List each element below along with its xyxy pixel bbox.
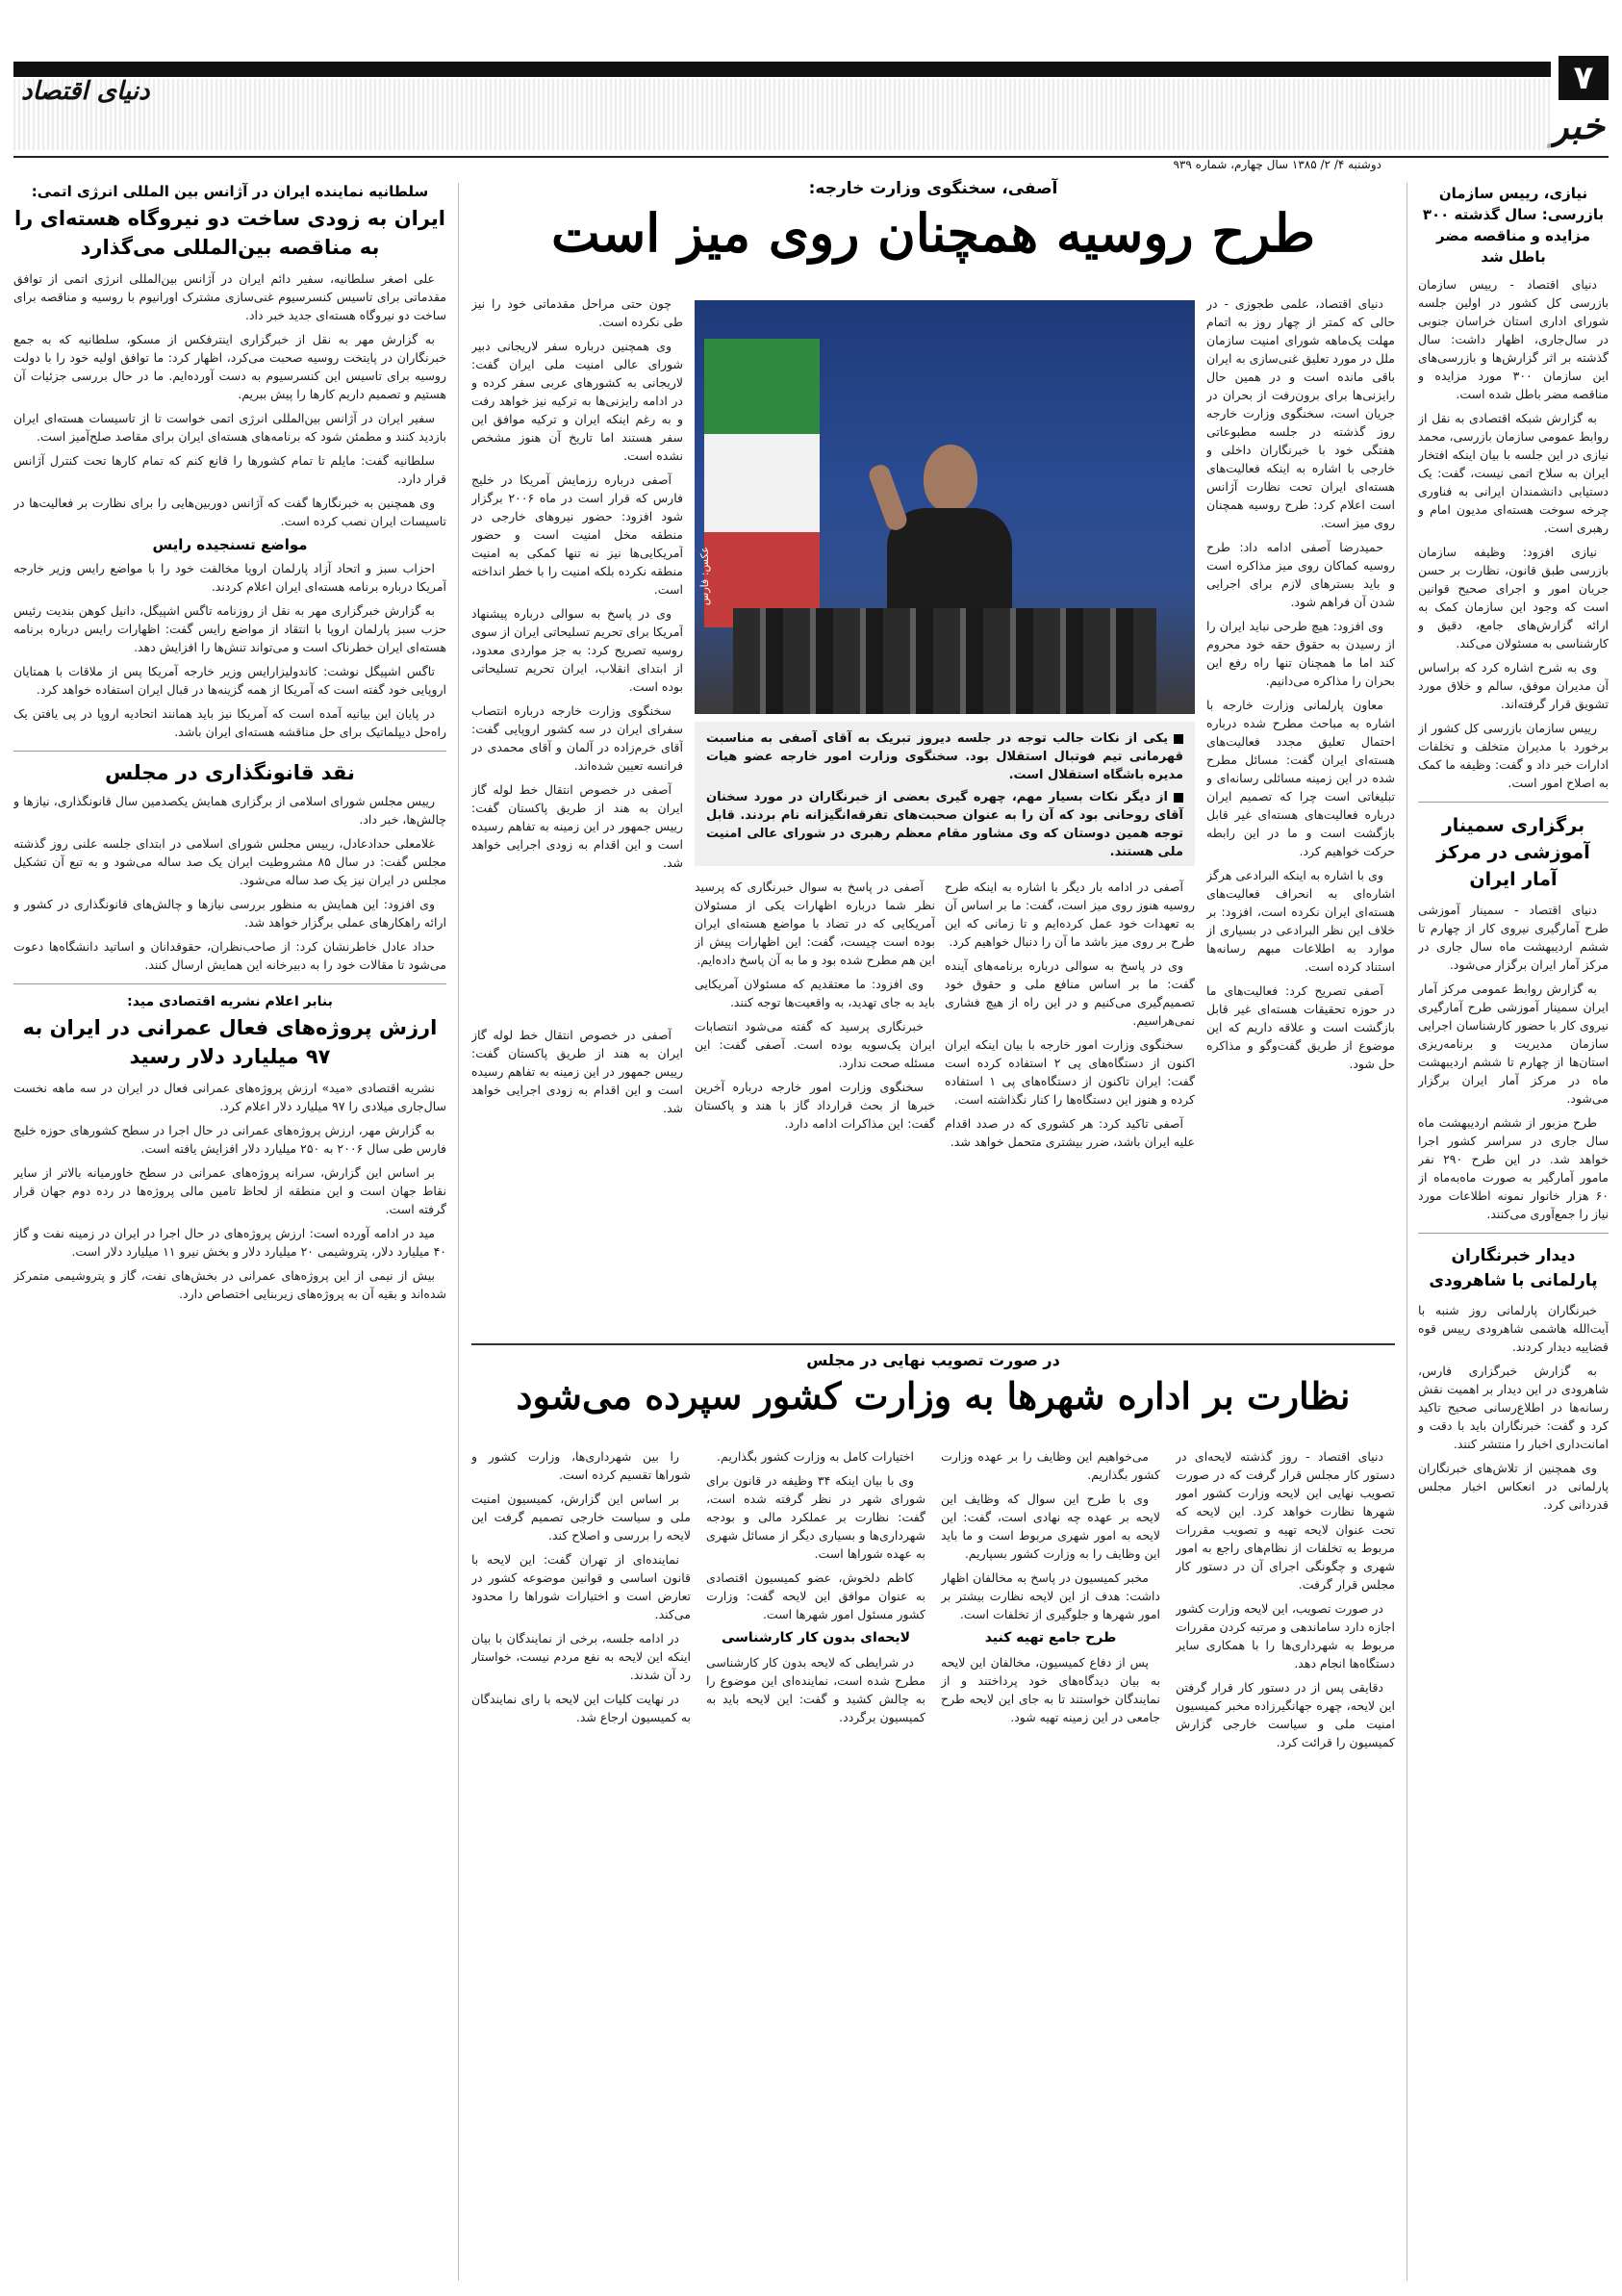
bottom-col-3: اختیارات کامل به وزارت کشور بگذاریم. وی با بیان اینکه ۳۴ وظیفه در قانون برای شورای شهر در نظر گرفته شده است، گفت: نظارت بر عملکرد مالی و بودجه شهرداری‌ها و بسیاری دیگر از مسائل شهری به عهده شوراها است. کاظم دلخوش، عضو کمیسیون اقتصادی به عنوان موافق این لایحه گفت: وزارت کشور مسئول امور شهرها است. لایحه‌ای بدون کار کارشناسی در شرایطی که لایحه بدون کار کارشناسی مطرح شده است، نماینده‌ای این موضوع را به چالش کشید و گفت: این لایحه باید به کمیسیون برگردد. xyxy=(706,1449,925,1724)
article-legislation-title: نقد قانونگذاری در مجلس xyxy=(105,761,355,784)
article-iaea-title: ایران به زودی ساخت دو نیروگاه هسته‌ای را به مناقصه بین‌المللی می‌گذارد xyxy=(13,207,445,259)
microphones xyxy=(733,608,1156,714)
lead-col-c: آصفی در پاسخ به سوال خبرنگاری که پرسید نظر شما درباره اظهارات یکی از مسئولان آمریکایی که در تضاد با مواضع هسته‌ای ایران بوده است چیست، گفت: این اظهارات پیش از این هم مطرح شده بود و ما به آن پاسخ داده‌ایم. وی افزود: ما معتقدیم که مسئولان آمریکایی باید به جای تهدید، به واقعیت‌ها توجه کنند. خبرنگاری پرسید که گفته می‌شود انتصابات ایران یک‌سویه بوده است. آصفی گفت: این مسئله صحت ندارد. سخنگوی وزارت امور خارجه درباره آخرین خبرها از بحث قرارداد گاز با هند و پاکستان گفت: این مذاکرات ادامه دارد. xyxy=(695,880,935,1131)
lead-col-d: چون حتی مراحل مقدماتی خود را نیز طی نکرده است. وی همچنین درباره سفر لاریجانی دبیر شورای عالی امنیت ملی ایران گفت: لاریجانی به کشورهای عربی سفر کرده و در ادامه رایزنی‌ها به ترکیه نیز خواهد رفت و به رغم اینکه ایران و ترکیه موافق این سفر هستند اما تاریخ آن هنوز مشخص نشده است. آصفی درباره رزمایش آمریکا در خلیج فارس که قرار است در ماه ۲۰۰۶ برگزار شود افزود: حضور نیروهای خارجی در منطقه مخل امنیت است و حضور آمریکایی‌ها نیز نه تنها کمکی به امنیت منطقه نکرده بلکه امنیت را با خطر انداخته است. وی در پاسخ به سوالی درباره پیشنهاد آمریکا برای تحریم تسلیحاتی ایران از سوی روسیه تصریح کرد: به جز مواردی معدود، از ابتدای انقلاب، ایران تحریم تسلیحاتی بوده است. سخنگوی وزارت خارجه درباره انتصاب سفرای ایران در سه کشور اروپایی گفت: آقای خرم‌زاده در آلمان و آقای محمدی در فرانسه تعیین شده‌اند. آصفی در خصوص انتقال خط لوله گاز ایران به هند از طریق پاکستان گفت: رییس جمهور در این زمینه به تفاهم رسیده است و این اقدام به زودی اجرایی خواهد شد. xyxy=(471,296,683,870)
article-reporters-body: خبرنگاران پارلمانی روز شنبه با آیت‌الله هاشمی شاهرودی رییس قوه قضاییه دیدار کردند. به گزارش خبرگزاری فارس، شاهرودی در این دیدار بر اهمیت نقش رسانه‌ها در اطلاع‌رسانی صحیح تاکید کرد و گفت: خبرنگاران باید با دقت و امانت‌داری اخبار را منتشر کنند. وی همچنین از تلاش‌های خبرنگاران پارلمانی در انعکاس اخبار مجلس قدردانی کرد. xyxy=(1418,1303,1609,1512)
bottom-col-2: می‌خواهیم این وظایف را بر عهده وزارت کشور بگذاریم. وی با طرح این سوال که وظایف این لایحه بر عهده چه نهادی است، گفت: این لایحه به امور شهری مربوط است و ما باید این وظایف را به وزارت کشور بسپاریم. مخبر کمیسیون در پاسخ به مخالفان اظهار داشت: هدف از این لایحه نظارت بیشتر بر امور شهرها و جلوگیری از تخلفات است. طرح جامع تهیه کنید پس از دفاع کمیسیون، مخالفان این لایحه به بیان دیدگاه‌های خود پرداختند و از نمایندگان خواستند تا به جای این لایحه طرح جامعی در این زمینه تهیه شود. xyxy=(941,1449,1160,1724)
masthead-texture xyxy=(13,79,1551,150)
article-iaea-subhead: مواضع تسنجیده رایس xyxy=(152,536,308,553)
article-reporters-title: دیدار خبرنگاران پارلمانی با شاهرودی xyxy=(1429,1246,1598,1290)
bottom-col-4: را بین شهرداری‌ها، وزارت کشور و شوراها تقسیم کرده است. بر اساس این گزارش، کمیسیون امنیت ملی و سیاست خارجی تصمیم گرفت این لایحه را بررسی و اصلاح کند. نماینده‌ای از تهران گفت: این لایحه با قانون اساسی و قوانین موضوعه کشور در تعارض است و اختیارات شوراها را محدود می‌کند. در ادامه جلسه، برخی از نمایندگان با بیان اینکه این لایحه به نفع مردم نیست، خواستار رد آن شدند. در نهایت کلیات این لایحه با رای نمایندگان به کمیسیون ارجاع شد. xyxy=(471,1449,691,1724)
column-divider xyxy=(458,183,459,2281)
left-column xyxy=(13,183,446,2281)
article-inspection-body: دنیای اقتصاد - رییس سازمان بازرسی کل کشور در اولین جلسه شورای اداری استان خراسان جنوبی در سال‌جاری، اظهار داشت: سال گذشته بر اثر گزارش‌ها و بازرسی‌های این سازمان ۳۰۰ مورد مزایده و مناقصه مضر باطل شده است. به گزارش شبکه اقتصادی به نقل از روابط عمومی سازمان بازرسی، محمد نیازی در این جلسه با بیان اینکه افتخار ایران به سلاح اتمی نیست، گفت: یک دستیابی دانشمندان ایرانی به فناوری چرخه سوخت هسته‌ای مدیون امام و رهبری است. نیازی افزود: وظیفه سازمان بازرسی طبق قانون، نظارت بر حسن جریان امور و اجرای صحیح قوانین است که وجود این سازمان کمک به ارائه گزارش‌های جامع، دقیق و کارشناسی به مسئولان می‌کند. وی به شرح اشاره کرد که براساس آن مدیران موفق، سالم و خلاق مورد تشویق قرار گرفته‌اند. رییس سازمان بازرسی کل کشور از برخورد با مدیران متخلف و تخلفات ادارات خبر داد و گفت: وظیفه ما کمک به اصلاح امور است. xyxy=(1418,277,1609,790)
lead-col-a: دنیای اقتصاد، علمی طجوزی - در حالی که کمتر از چهار روز به اتمام مهلت یک‌ماهه شورای امنیت سازمان ملل در مورد تعلیق غنی‌سازی به ایران باقی مانده است و در همین حال رایزنی‌ها برای برون‌رفت از بحران در جریان است، سخنگوی وزارت خارجه روز گذشته در جلسه مطبوعاتی هفتگی خود با خبرنگاران داخلی و خارجی با اشاره به اینکه فعالیت‌های هسته‌ای ایران تحت نظارت آژانس است اعلام کرد: طرح روسیه همچنان روی میز است. حمیدرضا آصفی ادامه داد: طرح روسیه کماکان روی میز مذاکره است و باید بستر‌های لازم برای اجرایی شدن آن فراهم شود. وی افزود: هیچ طرحی نباید ایران را از رسیدن به حقوق حقه خود محروم کند اما ما همچنان تنها راه رفع این بحران را مذاکره می‌دانیم. معاون پارلمانی وزارت خارجه با اشاره به مباحث مطرح شده درباره احتمال تعلیق مجدد فعالیت‌های هسته‌ای ایران گفت: مسائل مطرح شده در این زمینه مسائلی رسانه‌ای و تبلیغاتی است چرا که تصمیم ایران درباره فعالیت‌های هسته‌ای غیر قابل بازگشت است و ما در این رابطه حرکت خواهیم کرد. وی با اشاره به اینکه البرادعی هرگز اشاره‌ای به انحراف فعالیت‌های هسته‌ای ایران نکرده است، افزود: بر خلاف این نظر البرادعی در بسیاری از موارد به اطلاعات مبهم رسانه‌ها استناد کرده است. آصفی تصریح کرد: فعالیت‌های ما در حوزه تحقیقات هسته‌ای غیر قابل بازگشت است و علاقه داریم که این موضوع از طریق گفت‌وگو و مذاکره حل شود. xyxy=(1206,296,1395,1071)
lead-col-b: آصفی در ادامه بار دیگر با اشاره به اینکه طرح روسیه هنوز روی میز است، گفت: ما بر اساس آن به تعهدات خود عمل کرده‌ایم و تا زمانی که این طرح بر روی میز باشد ما آن را دنبال خواهیم کرد. وی در پاسخ به سوالی درباره برنامه‌های آینده گفت: ما بر اساس منافع ملی و حقوق خود تصمیم‌گیری می‌کنیم و در این راه از هیچ فشاری نمی‌هراسیم. سخنگوی وزارت امور خارجه با بیان اینکه ایران اکنون از دستگاه‌های پی ۲ استفاده کرده است گفت: ایران تاکنون از دستگاه‌های پی ۱ استفاده کرده و هنوز این دستگاه‌ها را کنار نگذاشته است. آصفی تاکید کرد: هر کشوری که در صدد اقدام علیه ایران باشد، ضرر بیشتری متحمل خواهد شد. xyxy=(945,880,1195,1149)
right-column xyxy=(1418,183,1609,2281)
lead-col-d-cont: آصفی در خصوص انتقال خط لوله گاز ایران به هند از طریق پاکستان گفت: رییس جمهور در این زمینه به تفاهم رسیده است و این اقدام به زودی اجرایی خواهد شد. xyxy=(471,1028,683,1115)
bottom-story xyxy=(471,1351,1395,2281)
flag-image xyxy=(704,339,820,627)
masthead-bar xyxy=(13,62,1551,77)
article-inspection-title: نیازی، رییس سازمان بازرسی: سال گذشته ۳۰۰ مزایده و مناقصه مضر باطل شد xyxy=(1422,185,1605,266)
article-iaea-kicker: سلطانیه نماینده ایران در آژانس بین المللی انرژی اتمی: xyxy=(31,183,429,200)
article-legislation-body: رییس مجلس شورای اسلامی از برگزاری همایش یکصدمین سال قانونگذاری، نیازها و چالش‌ها، خبر داد. غلامعلی حدادعادل، رییس مجلس شورای اسلامی در ابتدای جلسه علنی روز گذشته مجلس گفت: در سال ۸۵ مشروطیت ایران یک صد ساله می‌شود و به تبع آن تشکیل مجلس در ایران نیز یک صد ساله می‌شود. وی افزود: این همایش به منظور بررسی نیازها و چالش‌های قانونگذاری در کشور و ارائه راهکارهای عملی برگزار خواهد شد. حداد عادل خاطرنشان کرد: از صاحب‌نظران، حقوقدانان و اساتید دانشگاه‌ها دعوت می‌شود تا مقالات خود را به دبیرخانه این همایش ارسال کنند. xyxy=(13,794,446,972)
article-seminar-body: دنیای اقتصاد - سمینار آموزشی طرح آمارگیری نیروی کار از چهارم تا ششم اردیبهشت ماه سال جاری در مرکز آمار ایران برگزار می‌شود. به گزارش روابط عمومی مرکز آمار ایران سمینار آموزشی طرح آمارگیری نیروی کار با حضور کارشناسان اجرایی سازمان مدیریت و برنامه‌ریزی استان‌ها از چهارم تا ششم اردیبهشت ماه در مرکز آمار ایران برگزار می‌شود. طرح مزبور از ششم اردیبهشت ماه سال جاری در سراسر کشور اجرا خواهد شد. در این طرح ۲۹۰ نفر مامور آمارگیر به صورت ماه‌به‌ماه از ۶۰ هزار خانوار نمونه اطلاعات مورد نیاز را جمع‌آوری می‌کنند. xyxy=(1418,903,1609,1221)
photo-credit: عکس: فارس xyxy=(698,546,712,606)
page-number: ۷ xyxy=(1559,56,1609,100)
lead-photo xyxy=(695,300,1195,714)
article-projects-title: ارزش پروژه‌های فعال عمرانی در ایران به ۹۷ میلیارد دلار رسید xyxy=(22,1016,438,1068)
article-iaea-body-2: احزاب سبز و اتحاد آزاد پارلمان اروپا مخالفت خود را با مواضع رایس وزیر خارجه آمریکا درباره برنامه هسته‌ای ایران اعلام کردند. به گزارش خبرگزاری مهر به نقل از روزنامه تاگس اشپیگل، دانیل کوهن بندیت رئیس حزب سبز پارلمان اروپا با انتقاد از مواضع رایس گفت: اظهارات رایس درباره برنامه هسته‌ای ایران خطرناک است و می‌تواند تنش‌ها را افزایش دهد. تاگس اشپیگل نوشت: کاندولیزارایس وزیر خارجه آمریکا پس از ملاقات با همتایان اروپایی خود گفته است که آمریکا از همه گزینه‌ها در قبال ایران استفاده خواهد کرد. در پایان این بیانیه آمده است که آمریکا نیز باید همانند اتحادیه اروپا در پی یافتن یک راه‌حل دیپلماتیک برای حل مناقشه هسته‌ای ایران باشد. xyxy=(13,561,446,739)
lead-bottom-rule xyxy=(471,1343,1395,1345)
section-label: خبر xyxy=(1551,104,1605,147)
newspaper-logo: دنیای اقتصاد xyxy=(21,77,150,106)
lead-kicker: آصفی، سخنگوی وزارت خارجه: xyxy=(808,179,1058,198)
article-projects-body: نشریه اقتصادی «مید» ارزش پروژه‌های عمرانی فعال در ایران در سه ماهه نخست سال‌جاری میلادی را ۹۷ میلیارد دلار اعلام کرد. به گزارش مهر، ارزش پروژه‌های عمرانی در حال اجرا در سطح کشورهای حوزه خلیج فارس طی سال ۲۰۰۶ به ۲۵۰ میلیارد دلار افزایش یافته است. بر اساس این گزارش، سرانه پروژه‌های عمرانی در سطح خاورمیانه بالاتر از سایر نقاط جهان است و این منطقه از لحاظ تامین مالی پروژه‌ها در رده دوم جهان قرار گرفته است. مید در ادامه آورده است: ارزش پروژه‌های در حال اجرا در ایران در زمینه نفت و گاز ۴۰ میلیارد دلار، پتروشیمی ۲۰ میلیارد دلار و بخش نیرو ۱۱ میلیارد دلار است. بیش از نیمی از این پروژه‌های عمرانی در بخش‌های نفت، گاز و پتروشیمی متمرکز شده‌اند و بقیه آن به پروژه‌های زیربنایی اختصاص دارد. xyxy=(13,1081,446,1301)
masthead xyxy=(0,0,1622,171)
bottom-kicker: در صورت تصویب نهایی در مجلس xyxy=(806,1351,1060,1369)
issue-line: دوشنبه ۴/ ۲/ ۱۳۸۵ سال چهارم، شماره ۹۳۹ xyxy=(1173,158,1381,171)
article-projects-kicker: بنابر اعلام نشریه اقتصادی مید: xyxy=(127,994,333,1009)
bottom-subhead: لایحه‌ای بدون کار کارشناسی xyxy=(721,1630,911,1645)
article-iaea-body: علی اصغر سلطانیه، سفیر دائم ایران در آژانس بین‌المللی انرژی اتمی از توافق مقدماتی برای تاسیس کنسرسیوم غنی‌سازی مشترک اورانیوم با روسیه و مناقصه برای ساخت دو نیروگاه هسته‌ای جدید خبر داد. به گزارش مهر به نقل از خبرگزاری اینترفکس از مسکو، سلطانیه که به جمع خبرنگاران در پایتخت روسیه صحبت می‌کرد، اظهار کرد: ما توافق اولیه خود را با دولت روسیه برای تاسیس این کنسرسیوم به دست آورده‌ایم. ما در حال بررسی جزئیات آن هستیم و تصمیم داریم کارها را پیش ببریم. سفیر ایران در آژانس بین‌المللی انرژی اتمی خواست تا از تاسیسات هسته‌ای ایران بازدید کنند و مطمئن شود که برنامه‌های هسته‌ای ایران برای مقاصد صلح‌آمیز است. سلطانیه گفت: مایلم تا تمام کشورها را قانع کنم که تمام کارها تحت کنترل آژانس قرار دارد. وی همچنین به خبرنگارها گفت که آژانس دوربین‌هایی را برای نظارت بر فعالیت‌ها در تاسیسات ایران نصب کرده است. xyxy=(13,271,446,528)
bottom-subhead: طرح جامع تهیه کنید xyxy=(984,1630,1117,1645)
lead-story xyxy=(471,179,1395,1334)
article-seminar-title: برگزاری سمینار آموزشی در مرکز آمار ایران xyxy=(1436,815,1590,890)
bottom-col-1: دنیای اقتصاد - روز گذشته لایحه‌ای در دستور کار مجلس قرار گرفت که در صورت تصویب نهایی این لایحه وزارت کشور امور شهرها نظارت خواهد کرد. این لایحه که تحت عنوان لایحه تهیه و تصویب مقررات مربوط به تخلفات از نظام‌های راجع به امور شهری و چگونگی اجرای آن در دستور کار مجلس قرار گرفت. در صورت تصویب، این لایحه وزارت کشور اجازه دارد ساماندهی و مرتبه کردن مقررات مربوط به شهرداری‌ها را با همکاری سایر دستگاه‌ها انجام دهد. دقایقی پس از در دستور کار قرار گرفتن این لایحه، چهره جهانگیرزاده مخبر کمیسیون امنیت ملی و سیاست خارجی گزارش کمیسیون را قرائت کرد. xyxy=(1176,1449,1395,1749)
lead-headline: طرح روسیه همچنان روی میز است xyxy=(551,202,1315,264)
bottom-headline: نظارت بر اداره شهرها به وزارت کشور سپرده می‌شود xyxy=(516,1374,1351,1417)
photo-caption: یکی از نکات جالب توجه در جلسه دیروز تبریک به آقای آصفی به مناسبت قهرمانی تیم فوتبال استقلال بود. سخنگوی وزارت امور خارجه عضو هیات مدیره باشگاه استقلال است. از دیگر نکات بسیار مهم، چهره گیری بعضی از خبرنگاران در مورد سخنان آقای روحانی بود که آن را به عنوان صحبت‌های تفرقه‌انگیزانه نام بردند. قابل توجه همین دوستان که وی مشاور مقام معظم رهبری در شورای عالی امنیت ملی هستند. xyxy=(695,722,1195,866)
